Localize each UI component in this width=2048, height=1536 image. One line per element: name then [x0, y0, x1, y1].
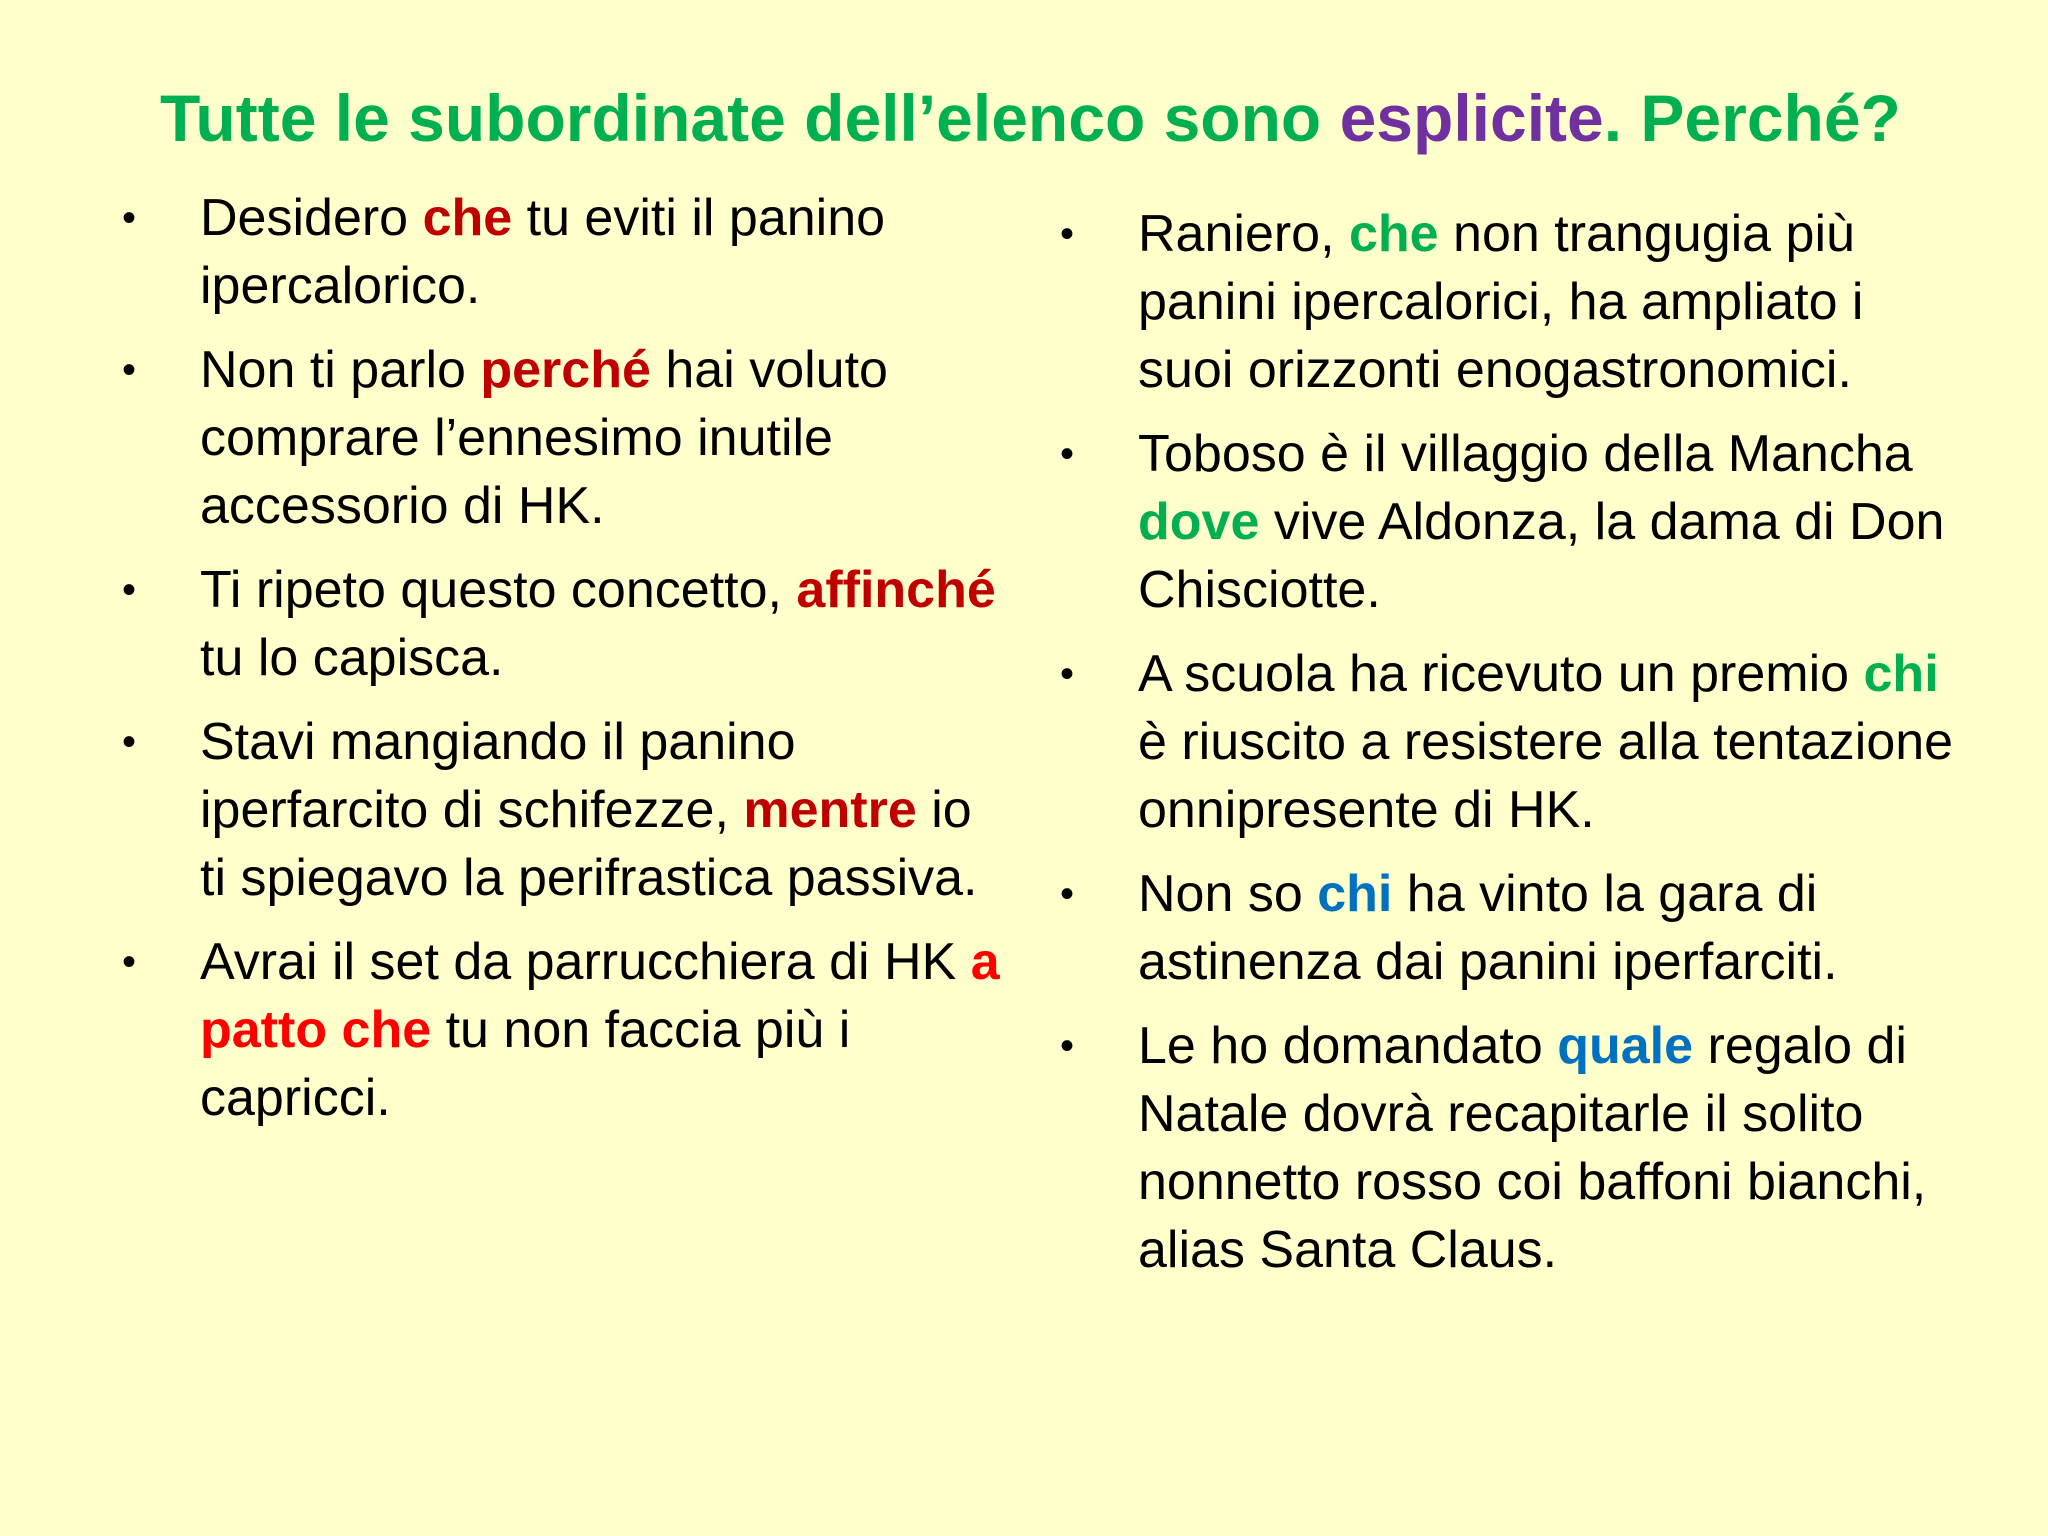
- item-text: hai voluto comprare l’ennesimo inutile accessorio di HK.: [200, 341, 888, 535]
- item-text: è riuscito a resistere alla tentazione onnipresente di HK.: [1138, 713, 1954, 839]
- title-part-1: Tutte le subordinate dell’elenco sono: [160, 81, 1340, 155]
- bullet-icon: •: [1060, 432, 1075, 476]
- item-text: Stavi mangiando il panino iperfarcito di schifezze,: [200, 713, 796, 839]
- list-item: [1060, 420, 1960, 624]
- item-keyword: che: [1349, 205, 1439, 263]
- item-text: Ti ripeto questo concetto,: [200, 561, 797, 619]
- item-keyword: affinché: [796, 561, 996, 619]
- item-text: Avrai il set da parrucchiera di HK: [200, 933, 971, 991]
- item-text: Non ti parlo: [200, 341, 481, 399]
- item-keyword: quale: [1557, 1017, 1694, 1075]
- item-text: tu eviti il panino ipercalorico.: [200, 189, 886, 315]
- bullet-icon: •: [1060, 1024, 1075, 1068]
- left-bullet-list: [122, 184, 1002, 1148]
- item-text: Toboso è il villaggio della Mancha: [1138, 425, 1913, 483]
- list-item: [122, 708, 1002, 912]
- list-item: [1060, 640, 1960, 844]
- bullet-icon: •: [122, 348, 137, 392]
- list-item: [1060, 860, 1960, 996]
- title-part-2: . Perché?: [1603, 81, 1901, 155]
- bullet-icon: •: [1060, 872, 1075, 916]
- item-keyword: a patto che: [200, 933, 1000, 1059]
- item-keyword: chi: [1863, 645, 1939, 703]
- item-text: io ti spiegavo la perifrastica passiva.: [200, 781, 978, 907]
- bullet-icon: •: [122, 940, 137, 984]
- bullet-icon: •: [122, 720, 137, 764]
- item-text: regalo di Natale dovrà recapitarle il solito nonnetto rosso coi baffoni bianchi, alias Santa Claus.: [1138, 1017, 1927, 1279]
- item-text: tu lo capisca.: [200, 629, 504, 687]
- right-bullet-list: [1060, 200, 1960, 1300]
- bullet-icon: •: [122, 196, 137, 240]
- list-item: [1060, 1012, 1960, 1284]
- slide-title: [160, 78, 2020, 158]
- item-text: non trangugia più panini ipercalorici, ha ampliato i suoi orizzonti enogastronomici.: [1138, 205, 1864, 399]
- item-keyword: dove: [1138, 493, 1260, 551]
- item-text: tu non faccia più i capricci.: [200, 1001, 851, 1127]
- item-keyword: che: [422, 189, 513, 247]
- item-keyword: chi: [1317, 865, 1393, 923]
- item-keyword: mentre: [743, 781, 917, 839]
- list-item: [122, 928, 1002, 1132]
- list-item: [122, 184, 1002, 320]
- item-text: Desidero: [200, 189, 423, 247]
- item-keyword: perché: [480, 341, 651, 399]
- item-text: Raniero,: [1138, 205, 1349, 263]
- list-item: [122, 336, 1002, 540]
- item-text: Le ho domandato: [1138, 1017, 1558, 1075]
- bullet-icon: •: [1060, 212, 1075, 256]
- item-text: ha vinto la gara di astinenza dai panini iperfarciti.: [1138, 865, 1838, 991]
- title-highlight: esplicite: [1339, 81, 1604, 155]
- item-text: A scuola ha ricevuto un premio: [1138, 645, 1864, 703]
- bullet-icon: •: [1060, 652, 1075, 696]
- bullet-icon: •: [122, 568, 137, 612]
- item-text: Non so: [1138, 865, 1318, 923]
- list-item: [1060, 200, 1960, 404]
- list-item: [122, 556, 1002, 692]
- item-text: vive Aldonza, la dama di Don Chisciotte.: [1138, 493, 1945, 619]
